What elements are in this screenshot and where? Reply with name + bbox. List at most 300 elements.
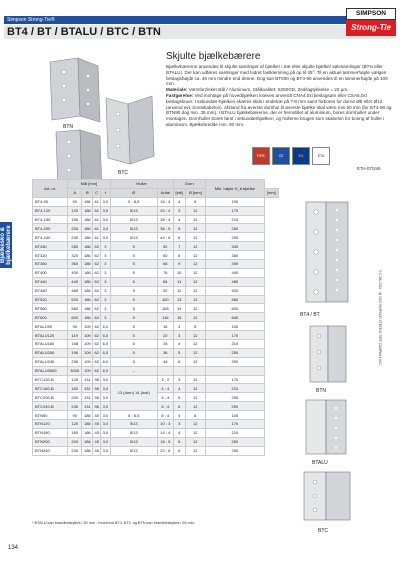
table-row: [33, 286, 279, 295]
table-cell: 5: [110, 313, 157, 322]
table-cell: 186: [82, 420, 93, 429]
table-cell: 3: [173, 331, 185, 340]
table-cell: 62: [94, 270, 99, 276]
table-cell: 400: [68, 268, 82, 277]
table-cell: 360: [205, 251, 264, 260]
table-cell: 290: [205, 233, 264, 242]
table-cell: 3,0: [102, 412, 109, 418]
table-cell: 62: [94, 297, 99, 303]
table-cell: 186: [82, 277, 93, 286]
table-row: [33, 304, 279, 313]
table-cell: 120: [68, 375, 82, 384]
table-cell: 14: [173, 304, 185, 313]
sub-header: t: [101, 188, 110, 197]
table-cell: 5/13: [110, 215, 157, 224]
table-cell: [205, 366, 264, 375]
table-cell: 5 ; 4: [157, 393, 173, 402]
table-cell: 120: [68, 206, 82, 215]
table-row: [33, 295, 279, 304]
logo-bottom: Strong-Tie: [346, 20, 396, 36]
certification-icons: [252, 147, 330, 165]
brand-label: Simpson Strong-Tie®: [7, 17, 55, 23]
table-cell: 12: [185, 428, 205, 437]
table-cell: 210: [205, 384, 264, 393]
table-row: [33, 375, 279, 384]
table-cell: 210: [205, 215, 264, 224]
footnote: * BTALU kan brandbeskyttes i 30 min - hvorimod BT4, BTC og BTN kan brandbeskyttes i 60 min.: [32, 521, 195, 525]
table-cell: 440: [68, 277, 82, 286]
table-cell: 61: [94, 234, 99, 240]
table-cell: 3: [173, 206, 185, 215]
table-cell: 62: [94, 305, 99, 311]
table-cell: BT4-200: [33, 224, 68, 233]
table-row: [33, 277, 279, 286]
table-row: [33, 348, 279, 357]
col-art: Art. nr.: [33, 180, 68, 198]
table-cell: 5/13: [110, 206, 157, 215]
table-cell: 3,0: [102, 217, 109, 222]
table-cell: 5/13: [110, 428, 157, 437]
table-cell: 400: [205, 260, 264, 269]
table-cell: 12: [185, 331, 205, 340]
table-cell: 131: [82, 393, 93, 402]
caption-btn: BTN: [63, 124, 73, 130]
table-cell: BTN200: [33, 437, 68, 446]
table-cell: 68: [157, 260, 173, 269]
table-row: [33, 411, 279, 420]
table-cell: 45: [94, 439, 99, 445]
table-cell: 5 ; 8,5: [110, 197, 157, 206]
table-cell: 52: [157, 242, 173, 251]
eu-flag-icon: EU: [292, 147, 310, 165]
table-cell: 4: [173, 197, 185, 206]
table-cell: 6,0: [102, 350, 109, 356]
table-cell: BT600: [33, 313, 68, 322]
table-cell: 5: [173, 437, 185, 446]
table-cell: 12: [185, 420, 205, 429]
table-cell: 186: [82, 295, 93, 304]
table-cell: 3: [101, 313, 110, 322]
eta-reference: ETA-07/246: [357, 166, 381, 171]
btalu-drawing: [300, 396, 356, 460]
sub-header: [stk]: [173, 188, 185, 197]
table-cell: 12: [185, 402, 205, 411]
table-cell: 28: [157, 340, 173, 349]
table-cell: 290: [205, 402, 264, 411]
table-cell: [157, 366, 173, 375]
btc-drawing: [298, 468, 358, 526]
table-cell: BTC160-B: [33, 384, 68, 393]
table-row: [33, 428, 279, 437]
table-cell: 7: [173, 242, 185, 251]
caption-btc: BTC: [118, 170, 128, 176]
table-cell: 5: [110, 242, 157, 251]
ce-mark-icon: CE: [272, 147, 290, 165]
table-cell: 4: [173, 215, 185, 224]
fastening-label: Fastgørelse:: [166, 92, 194, 98]
table-cell: 3: [101, 242, 110, 251]
table-cell: 8: [185, 411, 205, 420]
table-row: [33, 384, 279, 393]
table-cell: 109: [82, 366, 93, 375]
table-cell: 12: [185, 251, 205, 260]
table-cell: BT480: [33, 286, 68, 295]
table-cell: BTALU90: [33, 322, 68, 331]
table-cell: 3,0: [102, 225, 109, 231]
table-cell: 3,0: [102, 394, 109, 400]
table-cell: 6: [173, 233, 185, 242]
table-cell: [185, 366, 205, 375]
table-cell: 440: [205, 268, 264, 277]
table-cell: 186: [82, 304, 93, 313]
table-row: [33, 206, 279, 215]
table-cell: 131: [82, 384, 93, 393]
sub-header: A: [68, 188, 82, 197]
table-cell: 96: [94, 403, 99, 409]
table-cell: 8: [185, 197, 205, 206]
sub-header: [mm]: [264, 188, 278, 197]
table-cell: 240: [68, 233, 82, 242]
table-cell: 3: [101, 260, 110, 269]
table-row: [33, 446, 279, 455]
table-cell: 150: [68, 215, 82, 224]
table-cell: 109: [82, 331, 93, 340]
table-cell: 45: [94, 430, 99, 436]
table-cell: 12: [185, 242, 205, 251]
table-cell: 20 ; 4: [157, 206, 173, 215]
table-cell: 5: [110, 331, 157, 340]
table-cell: 12: [185, 437, 205, 446]
table-cell: 12: [185, 348, 205, 357]
table-cell: 14 ; 4: [157, 428, 173, 437]
table-cell: 186: [82, 233, 93, 242]
table-cell: BT560: [33, 304, 68, 313]
table-cell: 3,0: [102, 385, 109, 391]
table-cell: 4 ; 4: [157, 384, 173, 393]
top-bar: [4, 16, 396, 24]
table-cell: 3: [101, 268, 110, 277]
table-cell: 120: [68, 420, 82, 429]
table-cell: 6,0: [102, 341, 109, 347]
table-row: [33, 268, 279, 277]
table-cell: 320: [68, 251, 82, 260]
table-cell: 170: [205, 420, 264, 429]
table-cell: 170: [205, 375, 264, 384]
table-cell: BT320: [33, 251, 68, 260]
table-cell: 520: [68, 295, 82, 304]
table-cell: 480: [205, 277, 264, 286]
table-cell: 62: [94, 368, 99, 374]
table-cell: 5: [110, 322, 157, 331]
table-cell: 5/13: [110, 437, 157, 446]
table-cell: 5: [110, 251, 157, 260]
table-row: [33, 197, 279, 206]
table-cell: 62: [94, 359, 99, 365]
table-cell: 5: [110, 357, 157, 366]
table-cell: 640: [205, 313, 264, 322]
table-cell: 3: [173, 420, 185, 429]
table-cell: 96: [94, 394, 99, 400]
table-cell: 12: [185, 446, 205, 455]
table-cell: BT520: [33, 295, 68, 304]
table-cell: 62: [94, 288, 99, 294]
table-cell: 3,0: [102, 377, 109, 383]
table-cell: 186: [82, 313, 93, 322]
table-cell: 160: [68, 384, 82, 393]
table-cell: BT440: [33, 277, 68, 286]
eta-badge-icon: ETA: [312, 147, 330, 165]
table-row: [33, 331, 279, 340]
table-cell: 5: [110, 340, 157, 349]
table-cell: 90: [68, 197, 82, 206]
col-minh: Min. højde H_b bjælke: [205, 180, 264, 198]
caption-btn-2: BTN: [316, 388, 326, 394]
table-row: [33, 437, 279, 446]
table-cell: 560: [68, 304, 82, 313]
table-cell: 12: [185, 304, 205, 313]
table-cell: 3: [101, 286, 110, 295]
table-cell: BTALU160: [33, 340, 68, 349]
table-cell: BTC200-B: [33, 393, 68, 402]
table-cell: 3: [101, 251, 110, 260]
table-cell: 3 ; 2: [157, 375, 173, 384]
table-cell: 5: [110, 268, 157, 277]
table-cell: 12: [185, 295, 205, 304]
table-cell: 5: [110, 277, 157, 286]
col-dorn: Dorn: [173, 180, 205, 189]
materials-text: Varmforzinket stål / Aluminium, Stålkvalitet: S250GD, Zinklagtykkelse = 20 µm.: [188, 87, 349, 93]
table-row: [33, 420, 279, 429]
table-cell: 62: [94, 243, 99, 249]
table-cell: 12: [185, 375, 205, 384]
table-cell: 12: [185, 357, 205, 366]
table-cell: 6: [173, 402, 185, 411]
table-row: [33, 251, 279, 260]
col-dims: Mål [mm]: [68, 180, 110, 189]
legal-text: © C-DK-2022 · @ 2022 SIMPSON STRONG-TIE® COMPANY INC.: [378, 270, 382, 366]
table-cell: 12: [173, 286, 185, 295]
table-cell: 5/13: [110, 233, 157, 242]
table-cell: 5: [110, 286, 157, 295]
table-cell: 5: [173, 393, 185, 402]
table-cell: BT400: [33, 268, 68, 277]
table-cell: 210: [205, 340, 264, 349]
table-cell: 3,0: [102, 199, 109, 205]
page-number: 134: [8, 545, 19, 551]
table-cell: 186: [82, 268, 93, 277]
table-cell: 92: [157, 286, 173, 295]
table-cell: 200: [68, 224, 82, 233]
page-title: BT4 / BT / BTALU / BTC / BTN: [7, 26, 161, 38]
table-cell: 158: [68, 340, 82, 349]
table-row: [33, 402, 279, 411]
table-cell: BT4-90: [33, 197, 68, 206]
table-cell: 3,0: [102, 421, 109, 427]
table-cell: 116: [157, 313, 173, 322]
table-cell: 131: [82, 375, 93, 384]
table-cell: 360: [68, 260, 82, 269]
table-cell: 4: [173, 411, 185, 420]
table-row: [33, 260, 279, 269]
table-cell: 4: [173, 384, 185, 393]
table-cell: 90: [68, 411, 82, 420]
table-cell: BTN240: [33, 446, 68, 455]
table-cell: 5 ; 8,5: [110, 411, 157, 420]
table-cell: 119: [68, 331, 82, 340]
table-cell: 200: [68, 437, 82, 446]
table-cell: 20: [157, 331, 173, 340]
table-cell: 12: [185, 215, 205, 224]
table-cell: 10: [173, 268, 185, 277]
table-cell: 200: [68, 393, 82, 402]
table-cell: 109: [82, 322, 93, 331]
table-cell: 109: [82, 340, 93, 349]
table-cell: 280: [68, 242, 82, 251]
table-cell: 3: [101, 304, 110, 313]
materials-label: Materiale:: [166, 87, 188, 93]
table-cell: 100: [205, 322, 264, 331]
sub-header: B: [82, 188, 93, 197]
table-cell: 5: [110, 348, 157, 357]
table-cell: 186: [82, 197, 93, 206]
table-row: [33, 242, 279, 251]
table-cell: 5: [110, 260, 157, 269]
table-cell: 45: [94, 412, 99, 418]
intro-text: Bjælkebærerne anvendes til skjulte samlinger af bjælker i træ eller skjulte bjælke/ sølesamlinger (BTN eller BTALU). Der kan udføres samlinger med lodret fastklemning på op til 45°. Til en aktuel tømmerhøjde vælges beslagshøjde ca. 40 mm mindre end denne. Dog kan BT600 og BT4-90 anvendes til en tømmerhøjde på 100 mm.: [166, 64, 388, 87]
table-cell: 61: [94, 199, 99, 205]
table-cell: 186: [82, 260, 93, 269]
table-cell: 36: [157, 348, 173, 357]
table-cell: 12: [185, 233, 205, 242]
table-cell: 16 ; 4: [157, 197, 173, 206]
table-cell: 6,0: [102, 332, 109, 338]
table-cell: 186: [82, 446, 93, 455]
table-cell: 13 (dorn) 14 (bolt): [110, 384, 157, 402]
table-cell: 62: [94, 332, 99, 338]
table-cell: 186: [82, 437, 93, 446]
table-row: [33, 313, 279, 322]
table-cell: 45: [94, 448, 99, 454]
table-cell: 90: [68, 322, 82, 331]
caption-bt4-bt: BT4 / BT: [300, 312, 320, 318]
table-cell: BT4-150: [33, 215, 68, 224]
table-cell: 3,0: [102, 439, 109, 445]
table-cell: 5/13: [110, 420, 157, 429]
table-cell: 480: [68, 286, 82, 295]
table-cell: 240: [68, 446, 82, 455]
table-cell: 4: [173, 322, 185, 331]
table-cell: 9: [173, 260, 185, 269]
table-cell: 5: [110, 295, 157, 304]
sub-header: C: [93, 188, 101, 197]
table-cell: 22 ; 6: [157, 446, 173, 455]
table-cell: 250: [205, 437, 264, 446]
table-cell: 16: [157, 322, 173, 331]
table-cell: [110, 402, 157, 411]
table-cell: 250: [205, 393, 264, 402]
table-cell: 340: [205, 242, 264, 251]
table-cell: BT4-240: [33, 233, 68, 242]
table-cell: 170: [205, 206, 264, 215]
table-cell: 196: [68, 348, 82, 357]
table-cell: 6,0: [102, 323, 109, 329]
table-cell: 108: [157, 304, 173, 313]
table-cell: 600: [68, 313, 82, 322]
table-cell: 96: [94, 385, 99, 391]
table-cell: 13: [173, 295, 185, 304]
side-tab: [0, 222, 12, 268]
sub-header: Ø: [110, 188, 157, 197]
table-cell: 62: [94, 252, 99, 258]
table-cell: 4: [173, 428, 185, 437]
sub-header: Antal: [157, 188, 173, 197]
table-cell: 8 ; 4: [157, 411, 173, 420]
side-tab-label: Bjælkesko & bjælkebærere: [0, 225, 12, 265]
table-cell: 44: [157, 357, 173, 366]
table-cell: 8: [185, 322, 205, 331]
table-cell: 250: [205, 224, 264, 233]
table-cell: 186: [82, 428, 93, 437]
table-cell: 11: [173, 277, 185, 286]
table-cell: BTALU200: [33, 348, 68, 357]
table-cell: 15: [173, 313, 185, 322]
table-cell: 3,0: [102, 448, 109, 454]
table-cell: BTC120-B: [33, 375, 68, 384]
table-cell: 45: [94, 421, 99, 427]
table-cell: 12: [185, 206, 205, 215]
table-cell: BT4-120: [33, 206, 68, 215]
table-cell: 6,0: [102, 368, 109, 374]
table-cell: [173, 366, 185, 375]
table-cell: 186: [82, 206, 93, 215]
title-bar: [4, 25, 396, 39]
table-cell: 8: [173, 251, 185, 260]
table-cell: 62: [94, 341, 99, 347]
table-cell: 600: [205, 304, 264, 313]
table-cell: 12: [185, 224, 205, 233]
table-cell: 12: [185, 313, 205, 322]
table-cell: 100: [205, 197, 264, 206]
table-cell: 12: [185, 340, 205, 349]
table-cell: 4: [173, 340, 185, 349]
table-row: [33, 366, 279, 375]
fire-rating-icon: FIRE: [252, 147, 270, 165]
table-cell: 290: [205, 357, 264, 366]
table-row: [33, 215, 279, 224]
table-cell: 109: [82, 357, 93, 366]
table-cell: 12: [185, 384, 205, 393]
table-cell: 10 ; 3: [157, 420, 173, 429]
table-cell: 6: [173, 357, 185, 366]
table-cell: 3,0: [102, 403, 109, 409]
table-cell: 36 ; 5: [157, 224, 173, 233]
fastening-text: Ved montage på hovedbjælken kræves anvendt CNA4,0xl beslagsøm eller CSA5,0xl beslagskruer. I sekundær-bjælken skæres slids i endetræ på 7-8 mm samt forbores for dorne Ø8 eller Ø12 (anvend evt. boreskabelon). Afstand fra øverste dornhul til øverste bjælke skal være min 50 mm (for BT4-90 og BTN90 dog min. 35 mm). I BTALU bjælkebærerne, der er fremstillet af aluminium, bores dornhuller under montagen. Dornhuller bores først i sekundærbjælken, og hullerne bruges som skabelon for boring af huller i aluminium. Bjælkebredde min. 60 mm.: [166, 92, 392, 127]
table-cell: 12: [185, 277, 205, 286]
table-cell: 44 ; 6: [157, 233, 173, 242]
section-title: Skjulte bjælkebærere: [166, 51, 261, 62]
product-table: [32, 179, 279, 456]
table-cell: 109: [82, 348, 93, 357]
table-cell: 160: [68, 428, 82, 437]
table-cell: 12: [185, 268, 205, 277]
table-cell: 5: [173, 348, 185, 357]
table-cell: 290: [205, 446, 264, 455]
table-cell: 100: [157, 295, 173, 304]
table-cell: BTC240-B: [33, 402, 68, 411]
table-cell: 3,0: [102, 208, 109, 214]
sub-header: Ø [mm]: [185, 188, 205, 197]
table-cell: 3: [173, 375, 185, 384]
